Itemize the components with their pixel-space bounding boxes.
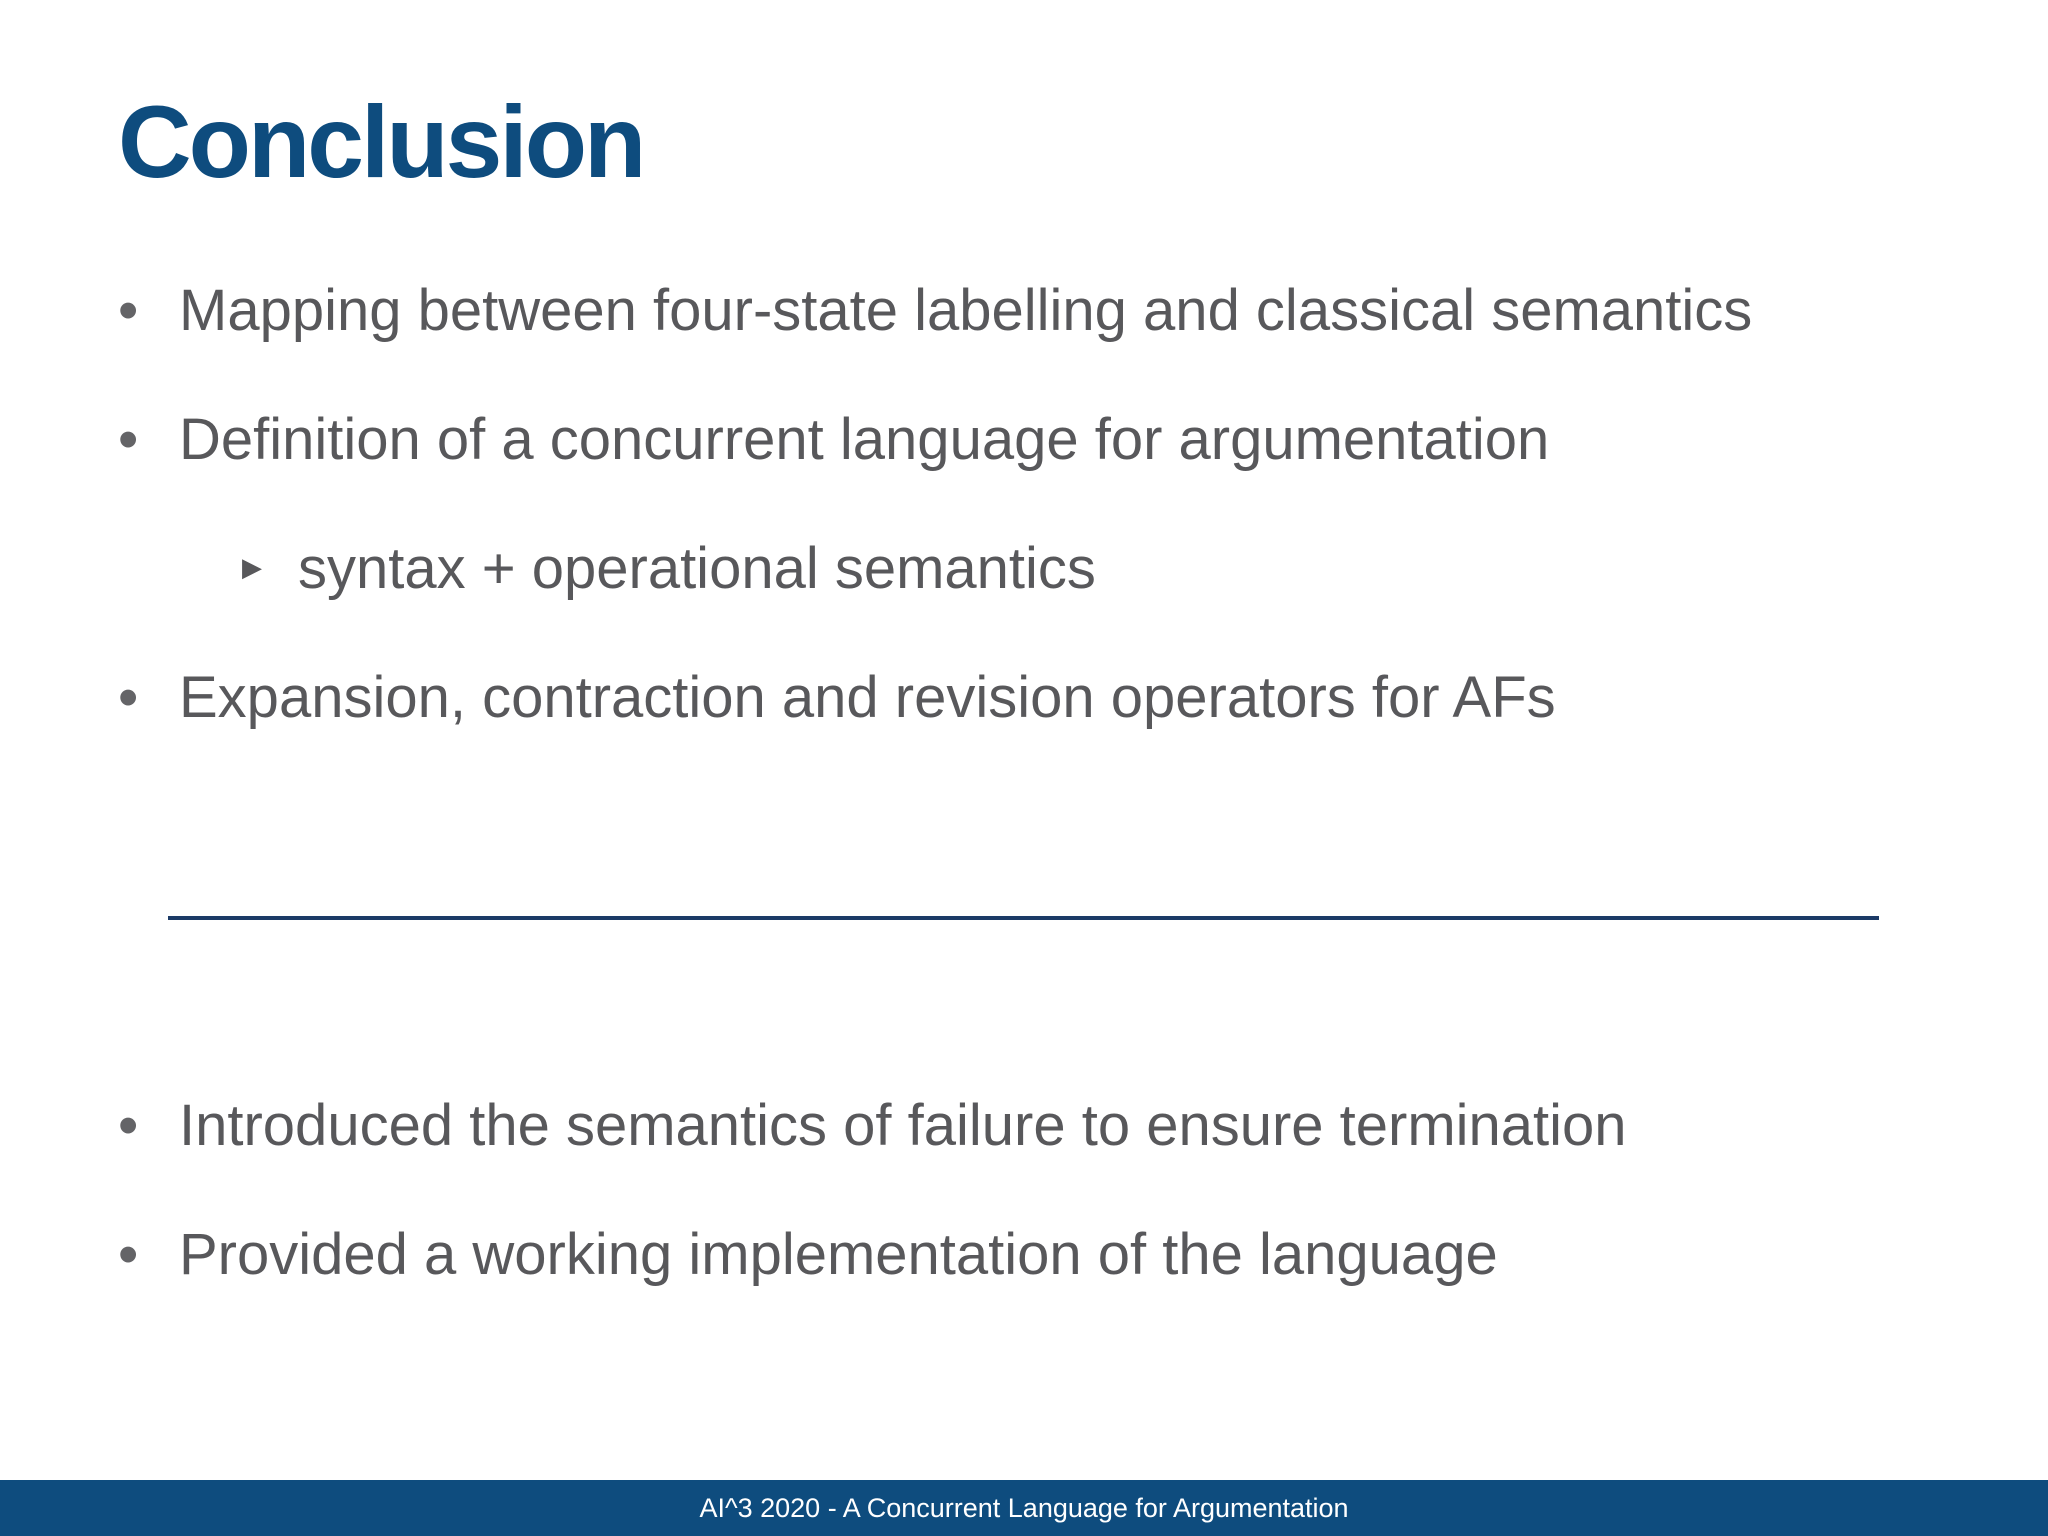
triangle-bullet-icon: ▶ <box>242 552 262 582</box>
bullet-dot-icon: • <box>118 278 139 343</box>
footer-bar <box>0 1480 2048 1536</box>
bullet-text: Expansion, contraction and revision operators for AFs <box>179 665 1556 730</box>
bullet-text: Introduced the semantics of failure to ensure termination <box>179 1093 1627 1158</box>
bullet-dot-icon: • <box>118 1093 139 1158</box>
sub-bullet-text: syntax + operational semantics <box>298 536 1096 601</box>
footer-text: AI^3 2020 - A Concurrent Language for Argumentation <box>699 1492 1349 1523</box>
slide-title: Conclusion <box>118 85 644 199</box>
bullet-text: Provided a working implementation of the language <box>179 1222 1498 1287</box>
bullet-dot-icon: • <box>118 665 139 730</box>
section-divider <box>168 916 1879 920</box>
bullet-text: Mapping between four-state labelling and classical semantics <box>179 278 1753 343</box>
bullet-dot-icon: • <box>118 407 139 472</box>
bullet-dot-icon: • <box>118 1222 139 1287</box>
bullet-text: Definition of a concurrent language for argumentation <box>179 407 1550 472</box>
